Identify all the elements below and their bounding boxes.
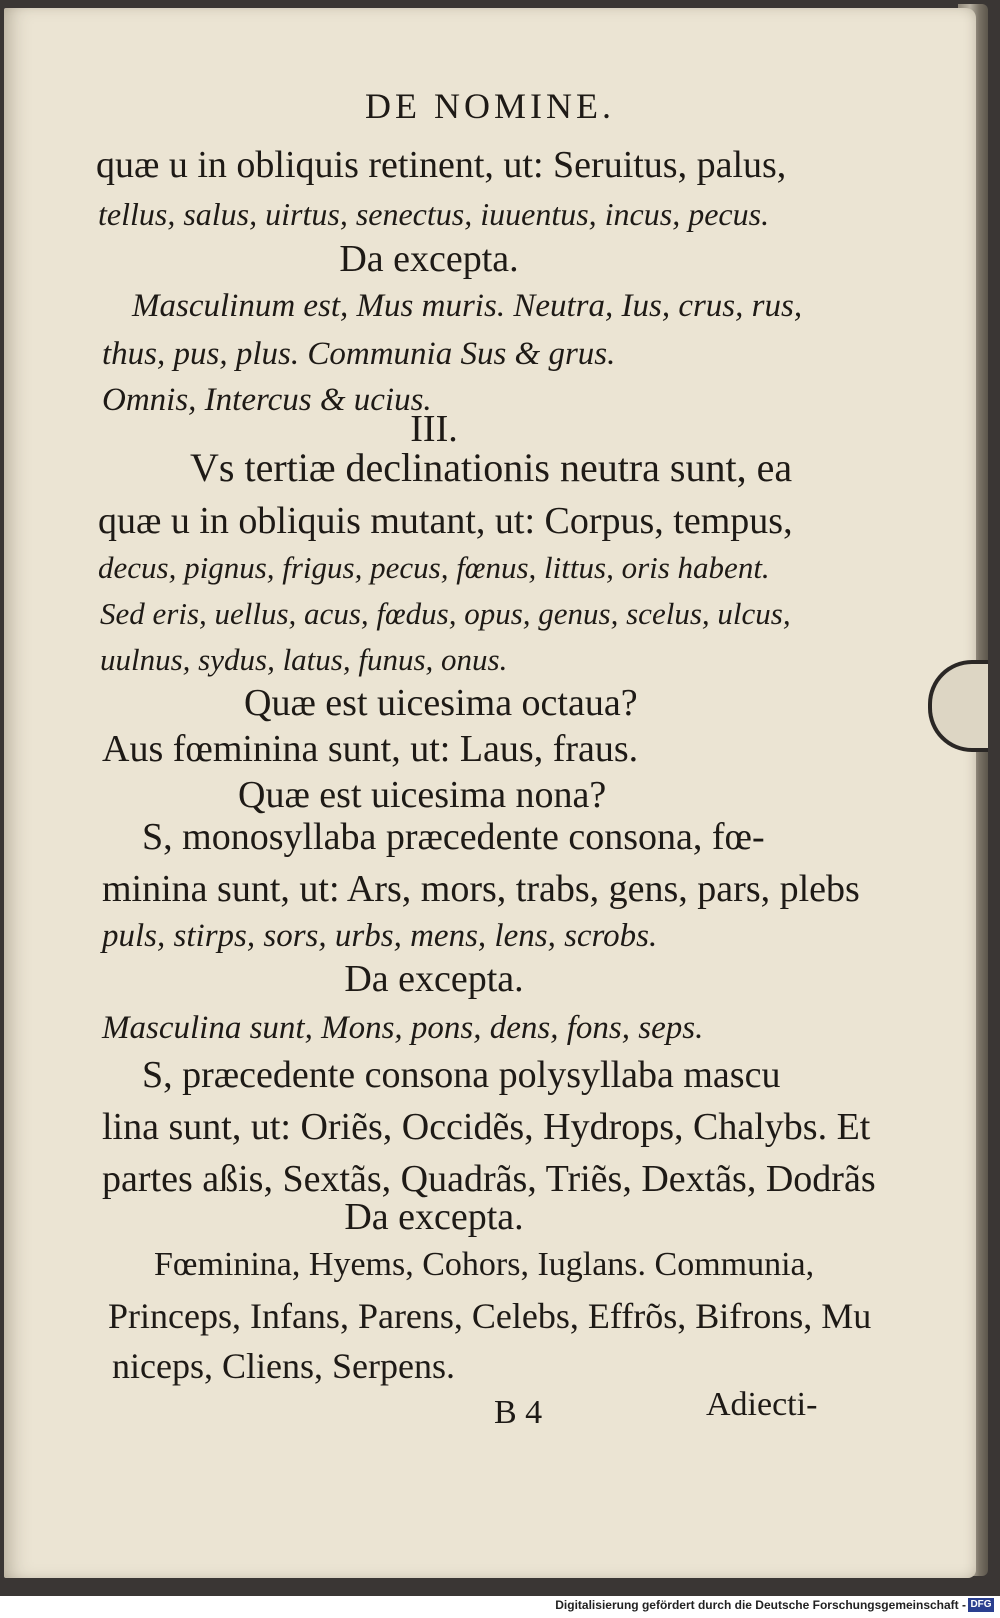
text-line-21: S, præcedente consona polysyllaba mascu bbox=[142, 1054, 781, 1096]
section-heading-da-excepta-1: Da excepta. bbox=[339, 238, 519, 280]
question-heading-2: Quæ est uicesima nona? bbox=[238, 774, 607, 816]
text-line-14: Aus fœminina sunt, ut: Laus, fraus. bbox=[102, 728, 639, 770]
signature-mark: B 4 bbox=[494, 1394, 543, 1431]
text-line-26: Princeps, Infans, Parens, Celebs, Effrõs, Bifrons, Mu bbox=[108, 1296, 872, 1336]
section-heading-da-excepta-2: Da excepta. bbox=[344, 958, 524, 1000]
text-line-1: quæ u in obliquis retinent, ut: Seruitus, palus, bbox=[96, 144, 787, 186]
running-head: DE NOMINE. bbox=[365, 86, 615, 126]
text-line-5: thus, pus, plus. Communia Sus & grus. bbox=[102, 336, 616, 372]
text-line-6: Omnis, Intercus & ucius. bbox=[102, 382, 432, 418]
dfg-logo: DFG bbox=[968, 1598, 994, 1612]
text-line-9: quæ u in obliquis mutant, ut: Corpus, tempus, bbox=[98, 500, 793, 542]
text-line-12: uulnus, sydus, latus, funus, onus. bbox=[100, 642, 508, 677]
text-line-11: Sed eris, uellus, acus, fœdus, opus, genus, scelus, ulcus, bbox=[100, 596, 791, 631]
text-line-17: minina sunt, ut: Ars, mors, trabs, gens, pars, plebs bbox=[102, 868, 860, 910]
text-line-8: Vs tertiæ declinationis neutra sunt, ea bbox=[190, 445, 793, 490]
text-line-18: puls, stirps, sors, urbs, mens, lens, scrobs. bbox=[102, 918, 658, 954]
text-line-10: decus, pignus, frigus, pecus, fœnus, littus, oris habent. bbox=[98, 550, 770, 585]
text-line-23: partes aßis, Sextãs, Quadrãs, Triẽs, Dextãs, Dodrãs bbox=[102, 1158, 876, 1200]
section-number-iii: III. bbox=[410, 408, 458, 450]
text-line-22: lina sunt, ut: Oriẽs, Occidẽs, Hydrops, Chalybs. Et bbox=[102, 1106, 871, 1148]
text-line-20: Masculina sunt, Mons, pons, dens, fons, seps. bbox=[102, 1010, 704, 1046]
question-heading-1: Quæ est uicesima octaua? bbox=[244, 682, 638, 724]
text-line-16: S, monosyllaba præcedente consona, fœ- bbox=[142, 816, 765, 858]
catchword: Adiecti- bbox=[706, 1386, 818, 1423]
section-heading-da-excepta-3: Da excepta. bbox=[344, 1196, 524, 1238]
digitization-credit: Digitalisierung gefördert durch die Deutsche Forschungsgemeinschaft - bbox=[555, 1598, 966, 1612]
book-page bbox=[4, 8, 976, 1578]
text-line-27: niceps, Cliens, Serpens. bbox=[112, 1346, 455, 1386]
text-line-4: Masculinum est, Mus muris. Neutra, Ius, crus, rus, bbox=[132, 288, 803, 324]
text-line-25: Fœminina, Hyems, Cohors, Iuglans. Communia, bbox=[154, 1246, 815, 1283]
text-line-2: tellus, salus, uirtus, senectus, iuuentus, incus, pecus. bbox=[98, 196, 770, 232]
